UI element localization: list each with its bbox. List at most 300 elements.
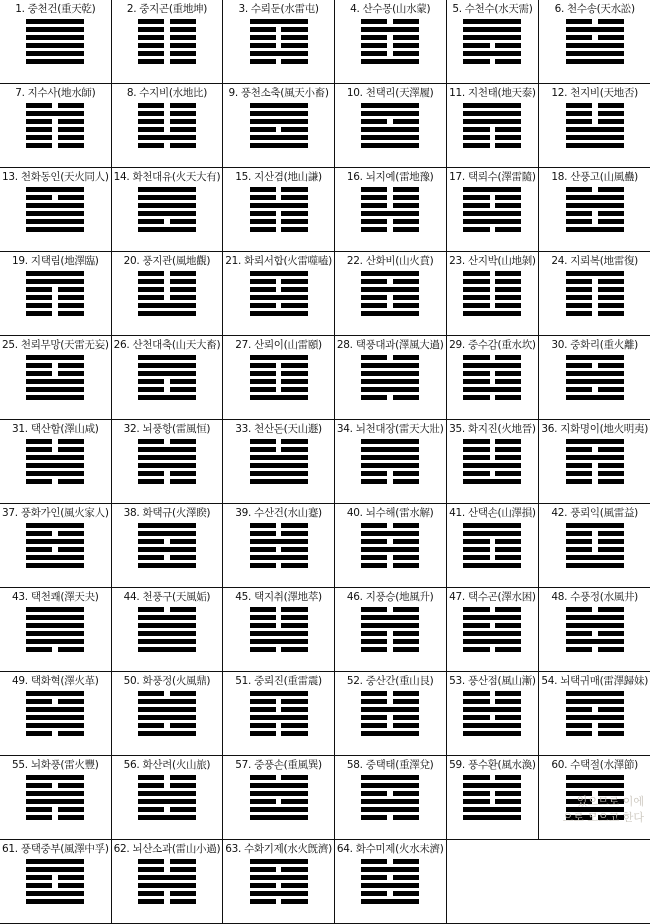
line-segment — [138, 647, 196, 652]
line-segment — [138, 775, 164, 780]
line-segment — [361, 775, 419, 780]
line-segment — [250, 279, 276, 284]
hexagram-label — [337, 339, 444, 351]
yin-line — [566, 219, 624, 224]
hexagram-label — [337, 3, 444, 15]
yang-line — [26, 219, 84, 224]
hexagram-figure — [250, 691, 308, 736]
line-segment — [138, 471, 164, 476]
yang-line — [26, 623, 84, 628]
line-segment — [138, 127, 164, 132]
line-segment — [598, 815, 624, 820]
line-segment — [393, 715, 419, 720]
hexagram-figure — [138, 607, 196, 652]
yang-line — [26, 271, 84, 276]
hexagram-name: 화택규(火澤睽) — [142, 507, 211, 519]
yang-line — [566, 379, 624, 384]
line-segment — [361, 815, 387, 820]
line-segment — [26, 807, 52, 812]
yin-line — [138, 859, 196, 864]
yang-line — [26, 187, 84, 192]
yin-line — [138, 127, 196, 132]
line-segment — [495, 371, 521, 376]
hexagram-number: 46. — [346, 591, 363, 603]
yin-line — [26, 127, 84, 132]
hexagram-number: 15. — [235, 171, 252, 183]
line-segment — [250, 303, 276, 308]
line-segment — [393, 219, 419, 224]
line-segment — [393, 875, 419, 880]
line-segment — [26, 563, 84, 568]
hexagram-label — [2, 507, 109, 519]
yin-line — [26, 303, 84, 308]
yin-line — [138, 143, 196, 148]
line-segment — [281, 699, 307, 704]
line-segment — [495, 623, 521, 628]
line-segment — [281, 127, 307, 132]
line-segment — [393, 295, 419, 300]
yang-line — [26, 59, 84, 64]
line-segment — [250, 379, 276, 384]
line-segment — [170, 219, 196, 224]
line-segment — [361, 19, 387, 24]
yin-line — [566, 187, 624, 192]
line-segment — [393, 303, 419, 308]
yin-line — [463, 271, 521, 276]
line-segment — [566, 295, 592, 300]
yin-line — [138, 723, 196, 728]
hexagram-label — [337, 255, 444, 267]
yin-line — [463, 623, 521, 628]
line-segment — [170, 127, 196, 132]
line-segment — [598, 723, 624, 728]
hexagram-number: 51. — [235, 675, 252, 687]
yin-line — [26, 883, 84, 888]
hexagram-cell — [0, 756, 112, 839]
hexagram-number: 6. — [554, 3, 564, 15]
yang-line — [566, 51, 624, 56]
line-segment — [463, 715, 489, 720]
line-segment — [26, 19, 84, 24]
line-segment — [361, 699, 387, 704]
hexagram-label — [541, 339, 648, 351]
line-segment — [598, 447, 624, 452]
line-segment — [463, 119, 521, 124]
yang-line — [566, 27, 624, 32]
yang-line — [250, 631, 308, 636]
hexagram-number: 8. — [126, 87, 137, 99]
line-segment — [361, 103, 419, 108]
yang-line — [26, 471, 84, 476]
yin-line — [566, 111, 624, 116]
ghost-line-1: 있으므로 이에 — [576, 795, 644, 808]
yin-line — [361, 875, 419, 880]
yin-line — [138, 295, 196, 300]
line-segment — [598, 531, 624, 536]
line-segment — [463, 303, 489, 308]
hexagram-number: 12. — [551, 87, 568, 99]
line-segment — [26, 883, 52, 888]
yin-line — [463, 227, 521, 232]
yang-line — [26, 799, 84, 804]
line-segment — [463, 127, 489, 132]
line-segment — [281, 371, 307, 376]
yang-line — [566, 227, 624, 232]
yin-line — [566, 279, 624, 284]
yang-line — [138, 815, 196, 820]
hexagram-name: 택화혁(澤火革) — [30, 675, 99, 687]
line-segment — [361, 631, 387, 636]
yang-line — [463, 631, 521, 636]
line-segment — [250, 859, 308, 864]
yang-line — [566, 691, 624, 696]
line-segment — [26, 783, 52, 788]
line-segment — [281, 211, 307, 216]
line-segment — [495, 647, 521, 652]
line-segment — [566, 783, 624, 788]
line-segment — [361, 539, 387, 544]
line-segment — [361, 355, 387, 360]
line-segment — [361, 439, 419, 444]
line-segment — [566, 791, 592, 796]
yin-line — [138, 279, 196, 284]
yin-line — [26, 783, 84, 788]
yang-line — [463, 723, 521, 728]
hexagram-figure — [361, 775, 419, 820]
line-segment — [250, 471, 308, 476]
hexagram-label — [449, 423, 537, 435]
line-segment — [170, 27, 196, 32]
yin-line — [26, 875, 84, 880]
line-segment — [138, 135, 196, 140]
hexagram-name: 산지박(山地剝) — [468, 255, 536, 267]
line-segment — [281, 647, 307, 652]
yin-line — [138, 103, 196, 108]
hexagram-number: 1. — [15, 3, 25, 15]
hexagram-cell — [223, 252, 335, 335]
line-segment — [566, 691, 624, 696]
line-segment — [393, 815, 419, 820]
yin-line — [361, 891, 419, 896]
line-segment — [463, 43, 489, 48]
line-segment — [463, 51, 521, 56]
line-segment — [58, 439, 84, 444]
yin-line — [361, 555, 419, 560]
line-segment — [26, 59, 84, 64]
line-segment — [598, 463, 624, 468]
yin-line — [361, 195, 419, 200]
line-segment — [361, 555, 387, 560]
yin-line — [463, 471, 521, 476]
hexagram-name: 중풍손(重風巽) — [254, 759, 322, 771]
yang-line — [138, 371, 196, 376]
line-segment — [463, 555, 489, 560]
yang-line — [361, 127, 419, 132]
hexagram-number: 28. — [336, 339, 353, 351]
yin-line — [361, 607, 419, 612]
line-segment — [463, 791, 489, 796]
hexagram-name: 천뢰무망(天雷无妄) — [20, 339, 109, 351]
yang-line — [361, 271, 419, 276]
line-segment — [170, 555, 196, 560]
line-segment — [463, 279, 489, 284]
hexagram-label — [225, 3, 332, 15]
hexagram-figure — [138, 439, 196, 484]
line-segment — [361, 395, 387, 400]
line-segment — [250, 43, 276, 48]
line-segment — [495, 547, 521, 552]
hexagram-cell — [335, 336, 447, 419]
hexagram-label — [337, 171, 444, 183]
yang-line — [361, 867, 419, 872]
yang-line — [138, 227, 196, 232]
yang-line — [463, 211, 521, 216]
yang-line — [463, 807, 521, 812]
line-segment — [138, 875, 196, 880]
yin-line — [566, 387, 624, 392]
hexagram-label — [114, 423, 221, 435]
yin-line — [250, 27, 308, 32]
hexagram-number: 16. — [346, 171, 363, 183]
hexagram-name: 수지비(水地比) — [139, 87, 208, 99]
hexagram-number: 30. — [551, 339, 568, 351]
line-segment — [281, 379, 307, 384]
yang-line — [361, 731, 419, 736]
hexagram-figure — [566, 607, 624, 652]
yin-line — [361, 187, 419, 192]
hexagram-name: 화지진(火地晉) — [468, 423, 536, 435]
yang-line — [463, 563, 521, 568]
line-segment — [138, 723, 164, 728]
line-segment — [26, 707, 84, 712]
yin-line — [361, 723, 419, 728]
line-segment — [138, 631, 196, 636]
line-segment — [26, 731, 52, 736]
hexagram-name: 뇌풍항(雷風恒) — [142, 423, 211, 435]
hexagram-name: 화천대유(火天大有) — [132, 171, 221, 183]
line-segment — [463, 547, 489, 552]
hexagram-label — [2, 255, 109, 267]
hexagram-name: 화풍정(火風鼎) — [142, 675, 211, 687]
line-segment — [598, 287, 624, 292]
hexagram-number: 60. — [551, 759, 568, 771]
yang-line — [26, 455, 84, 460]
line-segment — [138, 19, 164, 24]
line-segment — [250, 691, 308, 696]
hexagram-figure — [138, 103, 196, 148]
line-segment — [281, 287, 307, 292]
hexagram-name: 천풍구(天風姤) — [142, 591, 211, 603]
hexagram-label — [225, 255, 332, 267]
line-segment — [138, 899, 164, 904]
line-segment — [361, 647, 387, 652]
hexagram-name: 풍천소축(風天小畜) — [240, 87, 329, 99]
yin-line — [463, 203, 521, 208]
line-segment — [250, 783, 308, 788]
hexagram-label — [225, 843, 332, 855]
line-segment — [26, 899, 84, 904]
line-segment — [138, 379, 164, 384]
yang-line — [361, 439, 419, 444]
line-segment — [58, 371, 84, 376]
hexagram-number: 10. — [346, 87, 363, 99]
yang-line — [26, 691, 84, 696]
line-segment — [138, 355, 196, 360]
line-segment — [138, 371, 196, 376]
line-segment — [566, 135, 624, 140]
yin-line — [250, 883, 308, 888]
hexagram-number: 44. — [123, 591, 140, 603]
line-segment — [598, 471, 624, 476]
line-segment — [138, 311, 196, 316]
yin-line — [138, 111, 196, 116]
yang-line — [463, 707, 521, 712]
yang-line — [250, 311, 308, 316]
line-segment — [138, 187, 196, 192]
yang-line — [138, 135, 196, 140]
hexagram-cell — [335, 840, 447, 923]
line-segment — [495, 143, 521, 148]
line-segment — [26, 279, 84, 284]
yang-line — [566, 623, 624, 628]
yin-line — [250, 59, 308, 64]
yin-line — [566, 295, 624, 300]
yang-line — [26, 51, 84, 56]
line-segment — [463, 563, 521, 568]
yin-line — [138, 51, 196, 56]
line-segment — [463, 783, 521, 788]
yin-line — [250, 699, 308, 704]
line-segment — [138, 287, 164, 292]
yang-line — [361, 455, 419, 460]
hexagram-cell — [335, 672, 447, 755]
line-segment — [463, 799, 489, 804]
line-segment — [361, 111, 419, 116]
line-segment — [281, 775, 307, 780]
hexagram-number: 22. — [346, 255, 363, 267]
yin-line — [26, 439, 84, 444]
hexagram-label — [449, 87, 537, 99]
yang-line — [250, 791, 308, 796]
yang-line — [250, 103, 308, 108]
line-segment — [463, 211, 521, 216]
hexagram-name: 천수송(天水訟) — [567, 3, 635, 15]
line-segment — [463, 27, 521, 32]
line-segment — [58, 143, 84, 148]
line-segment — [250, 387, 276, 392]
line-segment — [250, 899, 276, 904]
yin-line — [250, 623, 308, 628]
hexagram-figure — [250, 187, 308, 232]
line-segment — [598, 35, 624, 40]
yin-line — [361, 631, 419, 636]
yang-line — [566, 523, 624, 528]
yin-line — [26, 287, 84, 292]
hexagram-number: 39. — [235, 507, 252, 519]
line-segment — [250, 211, 276, 216]
yin-line — [463, 43, 521, 48]
line-segment — [566, 639, 624, 644]
hexagram-name: 택천쾌(澤天夬) — [30, 591, 99, 603]
line-segment — [58, 103, 84, 108]
hexagram-name: 중지곤(重地坤) — [139, 3, 208, 15]
yang-line — [138, 363, 196, 368]
hexagram-label — [337, 507, 444, 519]
line-segment — [393, 791, 419, 796]
line-segment — [463, 111, 521, 116]
hexagram-label — [225, 507, 332, 519]
yang-line — [566, 355, 624, 360]
line-segment — [495, 379, 521, 384]
hexagram-cell — [447, 756, 540, 839]
line-segment — [250, 127, 276, 132]
yang-line — [361, 211, 419, 216]
hexagram-label — [114, 759, 221, 771]
hexagram-figure — [463, 271, 521, 316]
hexagram-label — [449, 675, 537, 687]
hexagram-label — [2, 423, 109, 435]
line-segment — [361, 791, 387, 796]
line-segment — [495, 715, 521, 720]
hexagram-figure — [566, 187, 624, 232]
line-segment — [170, 607, 196, 612]
hexagram-label — [337, 675, 444, 687]
line-segment — [281, 195, 307, 200]
line-segment — [26, 387, 84, 392]
hexagram-label — [225, 759, 332, 771]
line-segment — [566, 311, 592, 316]
line-segment — [281, 387, 307, 392]
line-segment — [566, 523, 624, 528]
yang-line — [250, 783, 308, 788]
hexagram-number: 57. — [235, 759, 252, 771]
yin-line — [463, 439, 521, 444]
yin-line — [26, 815, 84, 820]
yin-line — [250, 523, 308, 528]
line-segment — [58, 119, 84, 124]
line-segment — [170, 775, 196, 780]
yin-line — [463, 691, 521, 696]
hexagram-name: 수택절(水澤節) — [570, 759, 638, 771]
line-segment — [138, 639, 196, 644]
line-segment — [393, 607, 419, 612]
hexagram-label — [2, 3, 109, 15]
yin-line — [26, 531, 84, 536]
yin-line — [463, 287, 521, 292]
yang-line — [26, 615, 84, 620]
line-segment — [566, 111, 592, 116]
yang-line — [566, 143, 624, 148]
line-segment — [250, 639, 308, 644]
yin-line — [138, 379, 196, 384]
hexagram-name: 천화동인(天火同人) — [20, 171, 109, 183]
line-segment — [281, 547, 307, 552]
line-segment — [26, 691, 84, 696]
hexagram-label — [225, 87, 332, 99]
hexagram-cell — [0, 840, 112, 923]
line-segment — [170, 439, 196, 444]
hexagram-figure — [566, 523, 624, 568]
line-segment — [26, 615, 84, 620]
yang-line — [138, 791, 196, 796]
line-segment — [566, 355, 624, 360]
hexagram-label — [2, 591, 109, 603]
line-segment — [495, 799, 521, 804]
hexagram-cell — [0, 168, 112, 251]
line-segment — [58, 875, 84, 880]
yang-line — [138, 799, 196, 804]
line-segment — [495, 279, 521, 284]
